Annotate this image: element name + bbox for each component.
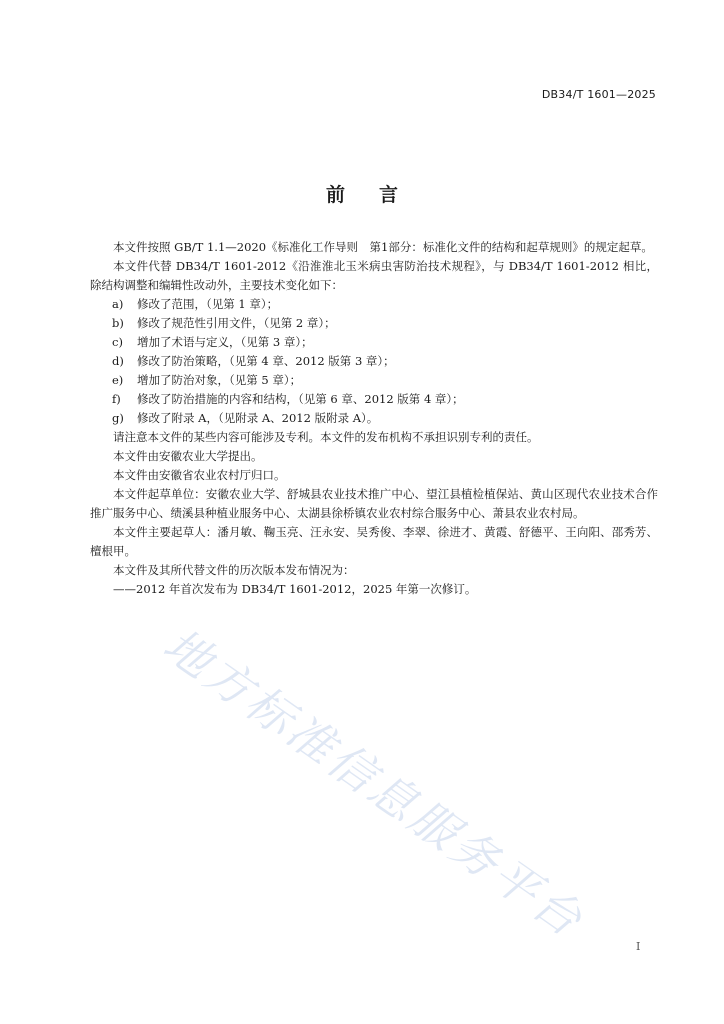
drafters: 本文件主要起草人：潘月敏、鞠玉亮、汪永安、吴秀俊、李翠、徐进才、黄霞、舒德平、王向阳、邵秀芳、檀根甲。 <box>90 525 658 558</box>
paragraph-drafting-rule: 本文件按照 GB/T 1.1—2020《标准化工作导则 第1部分：标准化文件的结构和起草规则》的规定起草。 <box>113 240 653 254</box>
list-item: g) 修改了附录 A，（见附录 A、2012 版附录 A）。 <box>112 411 379 425</box>
list-item: a) 修改了范围，（见第 1 章）； <box>112 297 279 311</box>
proposed-by: 本文件由安徽农业大学提出。 <box>113 449 263 463</box>
document-body <box>90 238 658 599</box>
list-item: b) 修改了规范性引用文件，（见第 2 章）； <box>112 316 336 330</box>
document-id: DB34/T 1601—2025 <box>541 88 656 101</box>
patent-notice: 请注意本文件的某些内容可能涉及专利。本文件的发布机构不承担识别专利的责任。 <box>113 430 539 444</box>
list-item: e) 增加了防治对象，（见第 5 章）； <box>112 373 302 387</box>
page-number: I <box>636 940 641 953</box>
section-title: 前言 <box>325 184 432 206</box>
history-item: ——2012 年首次发布为 DB34/T 1601-2012，2025 年第一次修订。 <box>113 582 477 596</box>
managed-by: 本文件由安徽省农业农村厅归口。 <box>113 468 286 482</box>
paragraph-replacement: 本文件代替 DB34/T 1601-2012《沿淮淮北玉米病虫害防治技术规程》，与 DB34/T 1601-2012 相比，除结构调整和编辑性改动外，主要技术变化如下： <box>90 259 658 292</box>
history-intro: 本文件及其所代替文件的历次版本发布情况为： <box>113 563 355 577</box>
list-item: c) 增加了术语与定义，（见第 3 章）； <box>112 335 313 349</box>
drafting-units: 本文件起草单位：安徽农业大学、舒城县农业技术推广中心、望江县植检植保站、黄山区现代农业技术合作推广服务中心、绩溪县种植业服务中心、太湖县徐桥镇农业农村综合服务中心、萧县农业农村局。 <box>90 487 658 520</box>
changes-list <box>90 295 658 428</box>
watermark: 地方标准信息服务平台 <box>153 617 595 949</box>
list-item: f) 修改了防治措施的内容和结构，（见第 6 章、2012 版第 4 章）； <box>112 392 464 406</box>
list-item: d) 修改了防治策略，（见第 4 章、2012 版第 3 章）； <box>112 354 395 368</box>
